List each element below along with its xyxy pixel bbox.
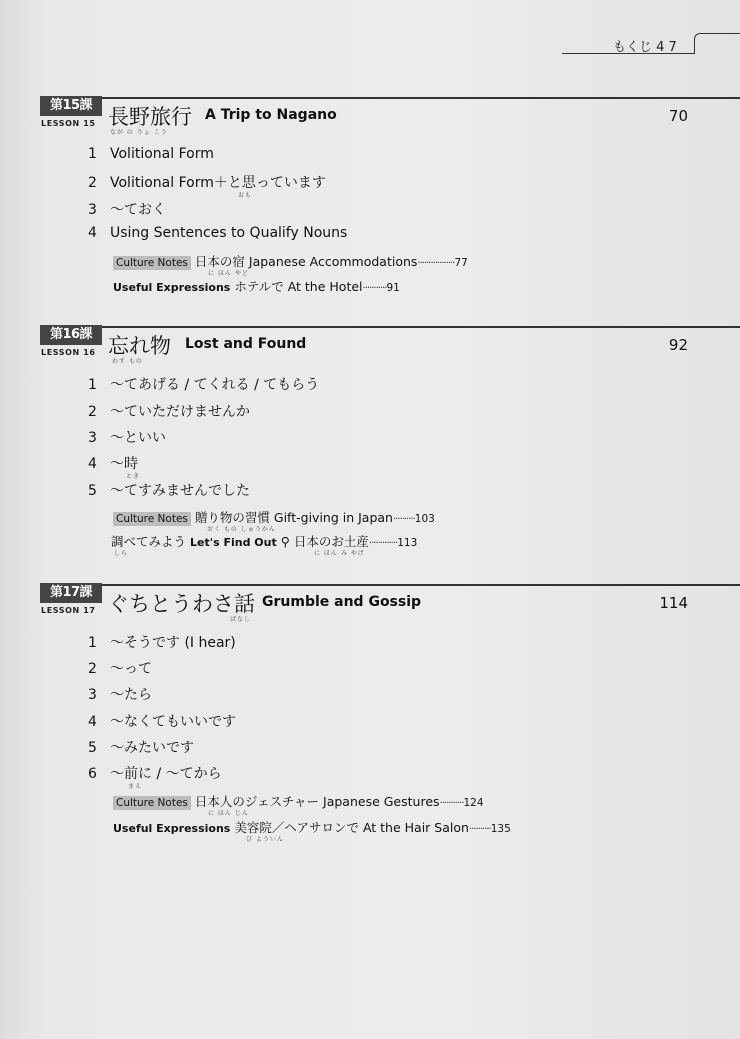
list-item <box>88 684 152 704</box>
culture-notes-en: Gift-giving in Japan <box>273 510 393 525</box>
list-item <box>88 172 326 192</box>
title-ruby: なが の りょ こう <box>110 129 168 136</box>
item-ruby: まえ <box>128 783 143 790</box>
item-text: 〜たら <box>110 687 152 703</box>
list-item <box>88 480 250 500</box>
find-out-item: 日本のお土産 <box>293 534 369 549</box>
culture-notes-label: Culture Notes <box>113 256 191 270</box>
culture-ruby: に ほん じん <box>208 810 249 817</box>
leader-dots: ··········· <box>362 283 387 294</box>
list-item <box>88 737 194 757</box>
header-tab-frame <box>694 33 740 54</box>
leader-dots: ················· <box>417 258 455 269</box>
item-number: 2 <box>88 404 97 420</box>
list-item <box>88 453 138 473</box>
list-item <box>88 146 214 162</box>
leader-dots: ·········· <box>392 514 415 525</box>
leader-dots: ············· <box>368 538 398 549</box>
list-item <box>88 427 166 447</box>
useful-expressions-label: Useful Expressions <box>113 281 231 294</box>
item-number: 3 <box>88 687 97 703</box>
culture-notes-entry[interactable] <box>113 792 484 810</box>
item-text: 〜といい <box>110 430 166 446</box>
leader-dots: ·········· <box>468 824 491 835</box>
item-text: 〜ていただけませんか <box>110 404 250 420</box>
item-text: 〜時 <box>110 456 138 472</box>
lesson-16-section <box>40 326 700 556</box>
useful-expressions-en: At the Hotel <box>287 279 363 294</box>
item-number: 2 <box>88 661 97 677</box>
find-out-en: Let's Find Out <box>190 536 277 549</box>
lesson-rule <box>100 326 740 328</box>
item-text: Volitional Form <box>110 146 214 162</box>
lesson-title-jp: 忘れ物 <box>108 334 171 358</box>
item-ruby: おも <box>238 192 253 199</box>
useful-expressions-label: Useful Expressions <box>113 822 231 835</box>
find-out-page: 113 <box>397 537 418 549</box>
item-text: 〜ておく <box>110 202 166 218</box>
item-number: 4 <box>88 456 97 472</box>
culture-notes-label: Culture Notes <box>113 796 191 810</box>
item-text: Using Sentences to Qualify Nouns <box>110 225 348 241</box>
item-number: 3 <box>88 430 97 446</box>
lesson-page-number[interactable]: 92 <box>668 336 688 354</box>
lesson-label: LESSON 17 <box>41 606 96 615</box>
culture-notes-page: 77 <box>454 257 468 269</box>
lesson-label: LESSON 15 <box>41 119 96 128</box>
lesson-badge: 第15課 <box>40 96 102 116</box>
item-text: 〜てあげる / てくれる / てもらう <box>110 377 320 393</box>
list-item <box>88 711 236 731</box>
useful-expressions-page: 91 <box>386 282 400 294</box>
culture-notes-page: 103 <box>414 513 435 525</box>
title-ruby: ばなし <box>230 616 252 623</box>
item-number: 5 <box>88 483 97 499</box>
lesson-badge: 第16課 <box>40 325 102 345</box>
lesson-title-en: A Trip to Nagano <box>205 107 337 123</box>
item-number: 1 <box>88 377 97 393</box>
useful-expressions-entry[interactable] <box>113 277 400 295</box>
item-text: 〜って <box>110 661 152 677</box>
useful-expressions-jp: 美容院／ヘアサロンで <box>234 820 359 835</box>
item-ruby: とき <box>126 473 141 480</box>
list-item <box>88 374 319 394</box>
culture-notes-page: 124 <box>463 797 484 809</box>
lets-find-out-entry[interactable] <box>111 532 417 550</box>
lesson-page-number[interactable]: 70 <box>668 107 688 125</box>
lesson-page-number[interactable]: 114 <box>659 594 688 612</box>
leader-dots: ··········· <box>439 798 464 809</box>
item-number: 6 <box>88 766 97 782</box>
lesson-badge: 第17課 <box>40 583 102 603</box>
item-text: 〜そうです (I hear) <box>110 635 236 651</box>
item-text: 〜前に / 〜てから <box>110 766 222 782</box>
lesson-label: LESSON 16 <box>41 348 96 357</box>
culture-notes-jp: 日本人のジェスチャー <box>194 794 320 809</box>
item-text: 〜みたいです <box>110 740 194 756</box>
culture-notes-label: Culture Notes <box>113 512 191 526</box>
culture-notes-jp: 日本の宿 <box>194 254 245 269</box>
item-number: 4 <box>88 225 97 241</box>
list-item <box>88 401 250 421</box>
item-number: 1 <box>88 635 97 651</box>
culture-notes-en: Japanese Accommodations <box>248 254 418 269</box>
lesson-rule <box>100 97 740 99</box>
useful-ruby: び よういん <box>246 836 284 843</box>
item-number: 3 <box>88 202 97 218</box>
useful-expressions-en: At the Hair Salon <box>362 820 469 835</box>
list-item <box>88 199 166 219</box>
list-item <box>88 658 152 678</box>
item-number: 4 <box>88 714 97 730</box>
useful-expressions-page: 135 <box>490 823 511 835</box>
running-header: もくじ 4 7 <box>613 40 677 55</box>
lesson-15-section <box>40 97 700 297</box>
find-out-ruby: しら <box>114 550 129 557</box>
find-out-jp: 調べてみよう <box>111 534 187 549</box>
list-item <box>88 225 347 241</box>
lesson-17-section <box>40 584 700 854</box>
title-ruby: わす もの <box>112 358 143 365</box>
culture-notes-entry[interactable] <box>113 252 468 270</box>
culture-notes-jp: 贈り物の習慣 <box>194 510 270 525</box>
item-text: 〜てすみませんでした <box>110 483 250 499</box>
item-number: 5 <box>88 740 97 756</box>
item-text: 〜なくてもいいです <box>110 714 236 730</box>
lesson-title-jp: 長野旅行 <box>108 105 192 129</box>
useful-expressions-entry[interactable] <box>113 818 511 836</box>
lesson-rule <box>100 584 740 586</box>
useful-expressions-jp: ホテルで <box>234 279 284 294</box>
find-out-item-ruby: に ほん み やげ <box>314 550 365 557</box>
list-item <box>88 763 222 783</box>
lesson-title-en: Grumble and Gossip <box>262 594 422 610</box>
culture-notes-en: Japanese Gestures <box>323 794 440 809</box>
item-number: 1 <box>88 146 97 162</box>
list-item <box>88 632 236 652</box>
culture-ruby: おく もの しゅうかん <box>207 526 276 533</box>
magnifier-icon: ⚲ <box>280 534 290 549</box>
culture-ruby: に ほん やど <box>208 270 249 277</box>
item-number: 2 <box>88 175 97 191</box>
lesson-title-jp: ぐちとうわさ話 <box>108 592 255 616</box>
lesson-title-en: Lost and Found <box>185 336 307 352</box>
item-text: Volitional Form＋と思っています <box>110 175 326 191</box>
